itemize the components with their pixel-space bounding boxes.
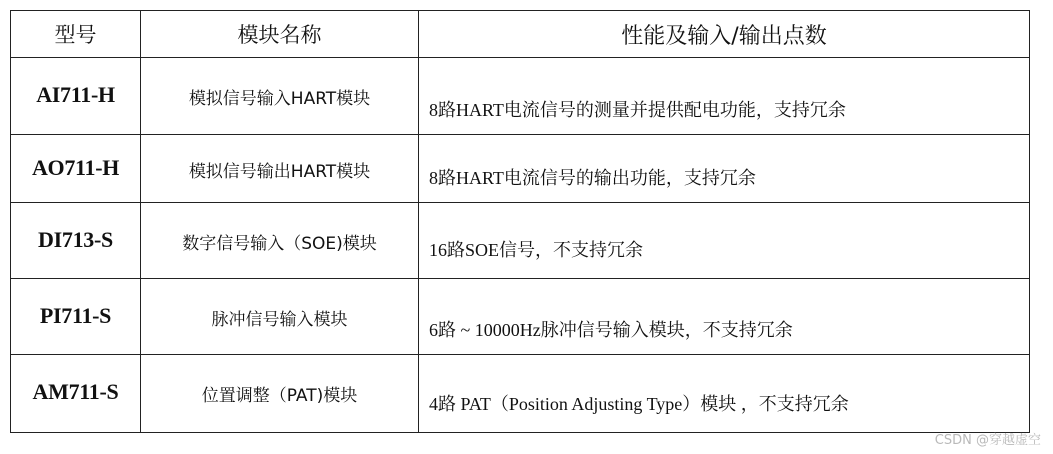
header-module-name: 模块名称 (141, 11, 419, 58)
table-header-row (11, 11, 1030, 58)
model-cell: AI711-H (11, 58, 141, 135)
header-io-points: 性能及输入/输出点数 (419, 11, 1030, 58)
table-row (11, 135, 1030, 203)
module-spec-table (10, 10, 1030, 433)
description-cell: 6路 ~ 10000Hz脉冲信号输入模块，不支持冗余 (419, 279, 1030, 355)
model-cell: PI711-S (11, 279, 141, 355)
module-name-cell: 数字信号输入（SOE)模块 (141, 203, 419, 279)
description-cell: 8路HART电流信号的测量并提供配电功能，支持冗余 (419, 58, 1030, 135)
table-row (11, 203, 1030, 279)
module-name-cell: 模拟信号输入HART模块 (141, 58, 419, 135)
model-cell: AO711-H (11, 135, 141, 203)
table-row (11, 355, 1030, 433)
model-cell: AM711-S (11, 355, 141, 433)
description-cell: 4路 PAT（Position Adjusting Type）模块 ，不支持冗余 (419, 355, 1030, 433)
description-cell: 8路HART电流信号的输出功能，支持冗余 (419, 135, 1030, 203)
description-cell: 16路SOE信号，不支持冗余 (419, 203, 1030, 279)
module-name-cell: 位置调整（PAT)模块 (141, 355, 419, 433)
module-name-cell: 模拟信号输出HART模块 (141, 135, 419, 203)
header-model: 型号 (11, 11, 141, 58)
module-name-cell: 脉冲信号输入模块 (141, 279, 419, 355)
table-row (11, 279, 1030, 355)
csdn-watermark: CSDN @穿越虚空 (934, 433, 1041, 448)
model-cell: DI713-S (11, 203, 141, 279)
table-row (11, 58, 1030, 135)
